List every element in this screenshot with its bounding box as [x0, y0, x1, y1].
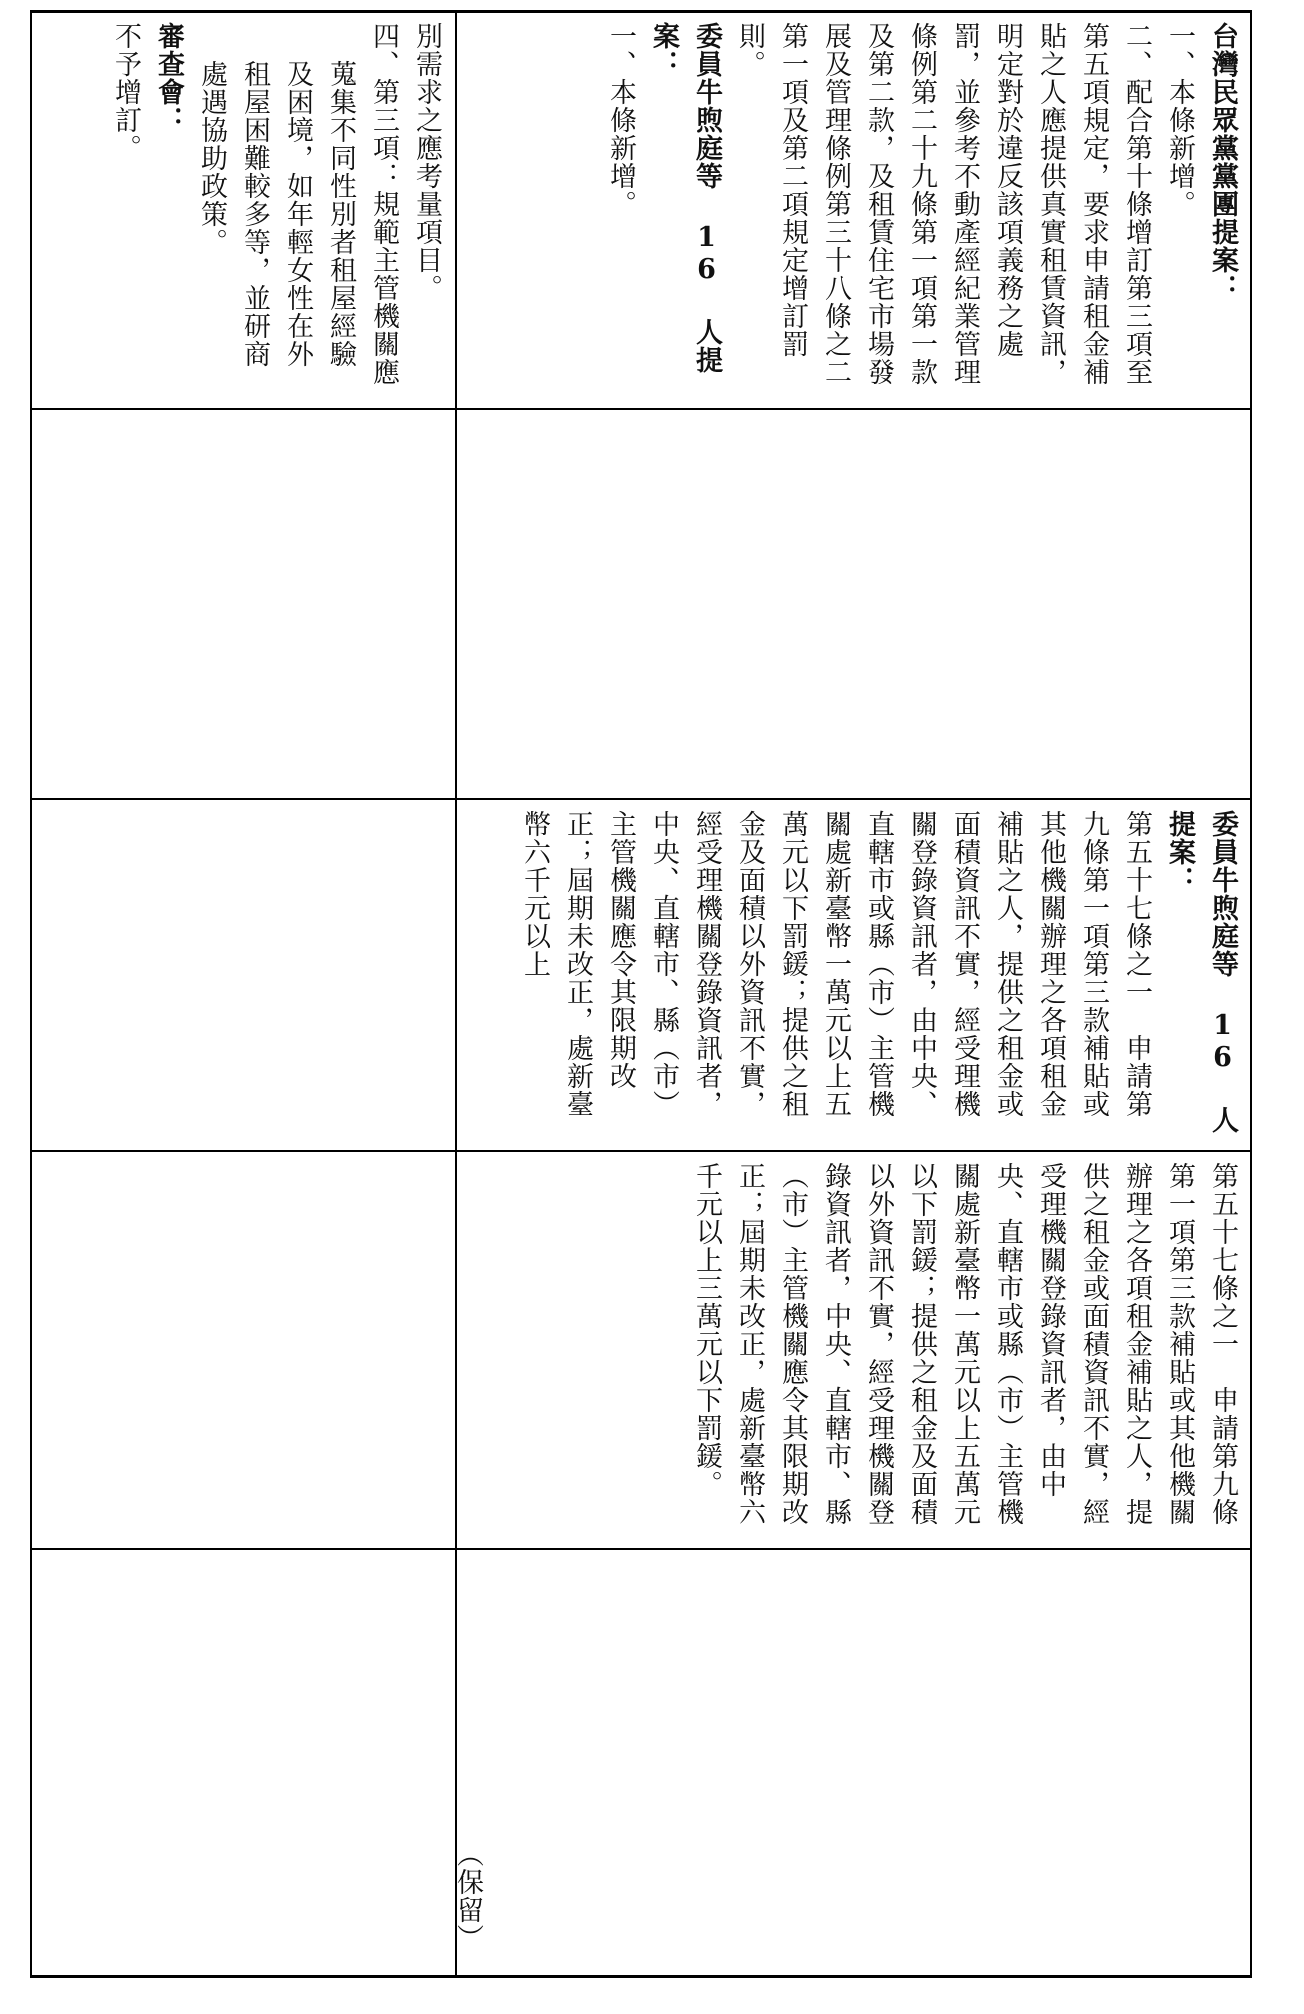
member-proposal-label: 委員牛煦庭等 16 人提案：: [648, 22, 722, 374]
explanation-line: 處遇協助政策。: [196, 60, 227, 256]
column-divider: [1250, 10, 1252, 1978]
current-law-cell: [464, 1162, 1244, 1542]
party-explanation-cell: [464, 22, 1244, 402]
current-law-article: 第五十七條之一 申請第九條第一項第三款補貼或其他機關辦理之各項租金補貼之人，提供之租金或面積資訊不實，經受理機關登錄資訊者，由中央、直轄市或縣（市）主管機關處新臺幣一萬元以上五萬元以下罰鍰；提供之租金及面積以外資訊不實，經受理機關登錄資訊者，中央、直轄市、縣（市）主管機關應令其限期改正；屆期未改正，處新臺幣六千元以上三萬元以下罰鍰。: [691, 1162, 1238, 1526]
cell-divider: [30, 408, 1252, 410]
cell-divider: [30, 1548, 1252, 1550]
member-item: 一、本條新增。: [605, 22, 636, 218]
review-committee-label: 審查會：: [153, 22, 184, 134]
cell-divider: [30, 1150, 1252, 1152]
member-proposal-article: 第五十七條之一 申請第九條第一項第三款補貼或其他機關辦理之各項租金補貼之人，提供之租金或面積資訊不實，經受理機關登錄資訊者，由中央、直轄市或縣（市）主管機關處新臺幣一萬元以上五萬元以下罰鍰；提供之租金及面積以外資訊不實，經受理機關登錄資訊者，中央、直轄市、縣（市）主管機關應令其限期改正；屆期未改正，處新臺幣六千元以上: [519, 810, 1152, 1118]
member-proposal-heading: 委員牛煦庭等 16 人提案：: [1164, 810, 1238, 1134]
party-proposal-label: 台灣民眾黨黨團提案：: [1207, 22, 1238, 302]
review-committee-text: 不予增訂。: [110, 22, 141, 162]
explanation-continuation-cell: [38, 22, 448, 402]
explanation-line: 別需求之應考量項目。: [411, 22, 442, 302]
cell-divider: [30, 798, 1252, 800]
member-proposal-article-cell: [464, 810, 1244, 1145]
explanation-line: 及困境，如年輕女性在外: [282, 60, 313, 368]
table-top-border: [30, 10, 1252, 13]
party-item: 一、本條新增。: [1164, 22, 1195, 218]
column-divider: [455, 10, 457, 1978]
reserved-cell: [439, 1840, 489, 1970]
party-item: 二、配合第十條增訂第三項至第五項規定，要求申請租金補貼之人應提供真實租賃資訊，明定對於違反該項義務之處罰，並參考不動產經紀業管理條例第二十九條第一項第一款及第二款，及租賃住宅市場發展及管理條例第三十八條之二第一項及第二項規定增訂罰則。: [734, 22, 1152, 386]
reserved-label: （保留）: [452, 1840, 483, 1952]
explanation-line: 四、第三項：規範主管機關應: [368, 22, 399, 386]
explanation-line: 租屋困難較多等，並研商: [239, 60, 270, 368]
column-divider: [30, 10, 32, 1978]
explanation-line: 蒐集不同性別者租屋經驗: [325, 60, 356, 368]
table-bottom-border: [30, 1975, 1252, 1978]
